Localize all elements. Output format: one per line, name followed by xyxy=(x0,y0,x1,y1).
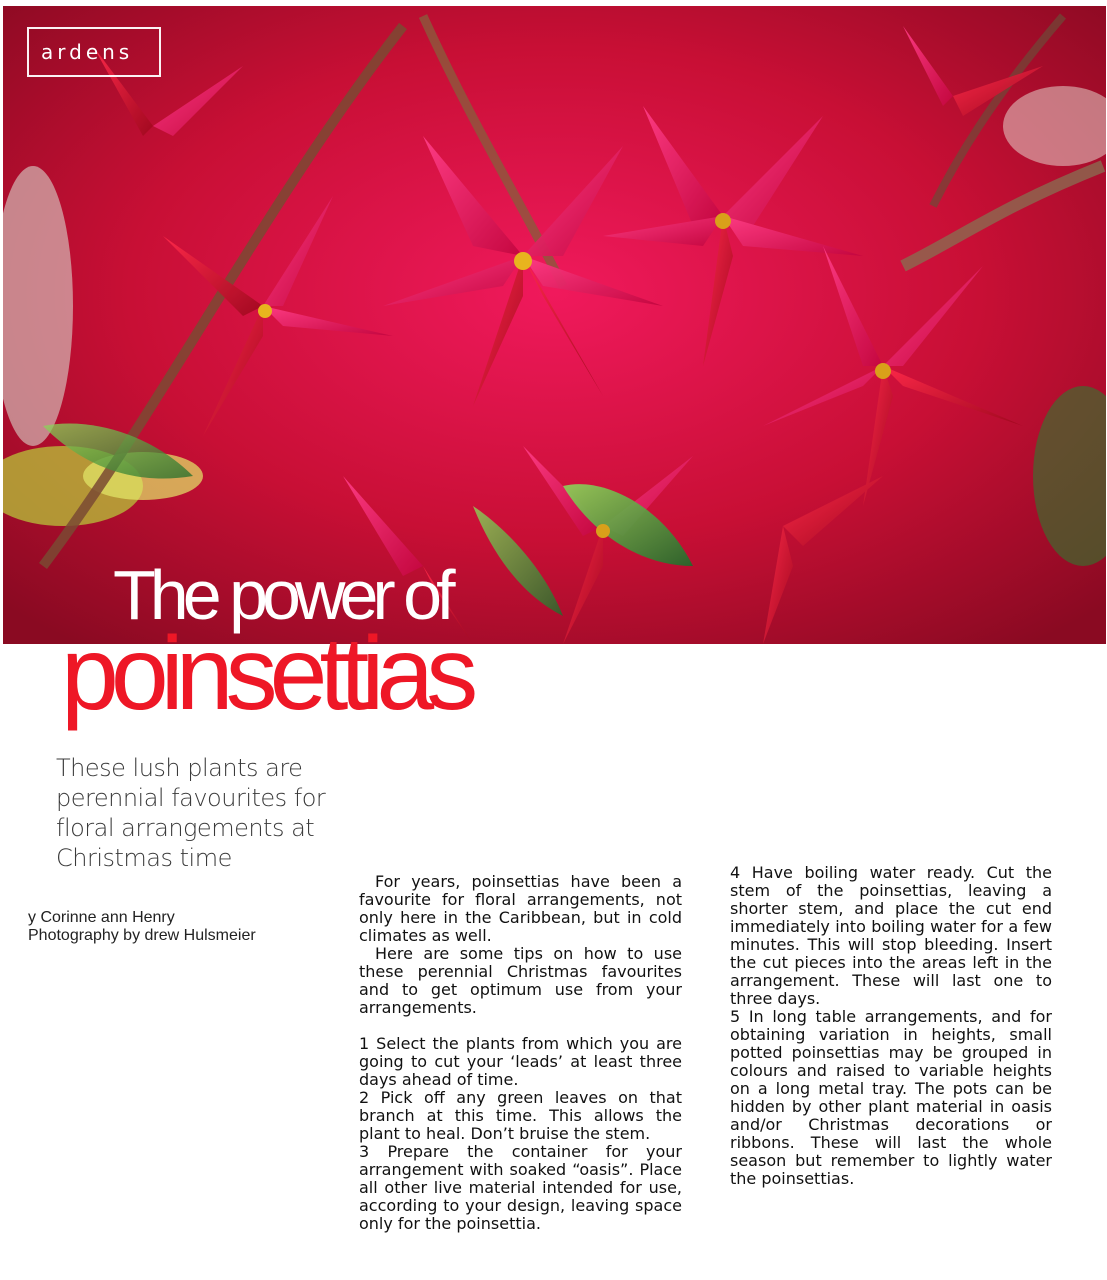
tip-3: 3 Prepare the container for your arrangement with soaked “oasis”. Place all other live material intended for use, according to your design, leaving space only for the poinsettia. xyxy=(359,1142,682,1233)
hero-photo xyxy=(3,6,1106,644)
credits xyxy=(28,909,256,945)
body-column-2 xyxy=(730,864,1052,1188)
article-dek: These lush plants are perennial favourites for floral arrangements at Christmas time xyxy=(56,754,326,872)
title-line-2: poinsettias xyxy=(61,616,471,732)
title-line-1: The power of xyxy=(113,556,450,634)
intro-paragraph-1: For years, poinsettias have been a favourite for floral arrangements, not only here in the Caribbean, but in cold climates as well. xyxy=(359,872,682,945)
photo-credit: Photography by drew Hulsmeier xyxy=(28,927,256,944)
body-column-1 xyxy=(359,873,682,1233)
section-label: ardens xyxy=(41,40,134,64)
tip-4: 4 Have boiling water ready. Cut the stem of the poinsettias, leaving a shorter stem, and place the cut end immediately into boiling water for a few minutes. This will stop bleeding. Insert the cut pieces into the areas left in the arrangement. These will last one to three days. xyxy=(730,863,1052,1008)
poinsettia-photo xyxy=(3,6,1106,644)
tip-1: 1 Select the plants from which you are going to cut your ‘leads’ at least three days ahead of time. xyxy=(359,1034,682,1089)
section-label-box xyxy=(27,27,161,77)
intro-paragraph-2: Here are some tips on how to use these perennial Christmas favourites and to get optimum use from your arrangements. xyxy=(359,944,682,1017)
tip-2: 2 Pick off any green leaves on that branch at this time. This allows the plant to heal. Don’t bruise the stem. xyxy=(359,1088,682,1143)
tip-5: 5 In long table arrangements, and for obtaining variation in heights, small potted poinsettias may be grouped in colours and raised to variable heights on a long metal tray. The pots can be hidden by other plant material in oasis and/or Christmas decorations or ribbons. These will last the whole season but remember to lightly water the poinsettias. xyxy=(730,1007,1052,1188)
byline: y Corinne ann Henry xyxy=(28,909,175,926)
